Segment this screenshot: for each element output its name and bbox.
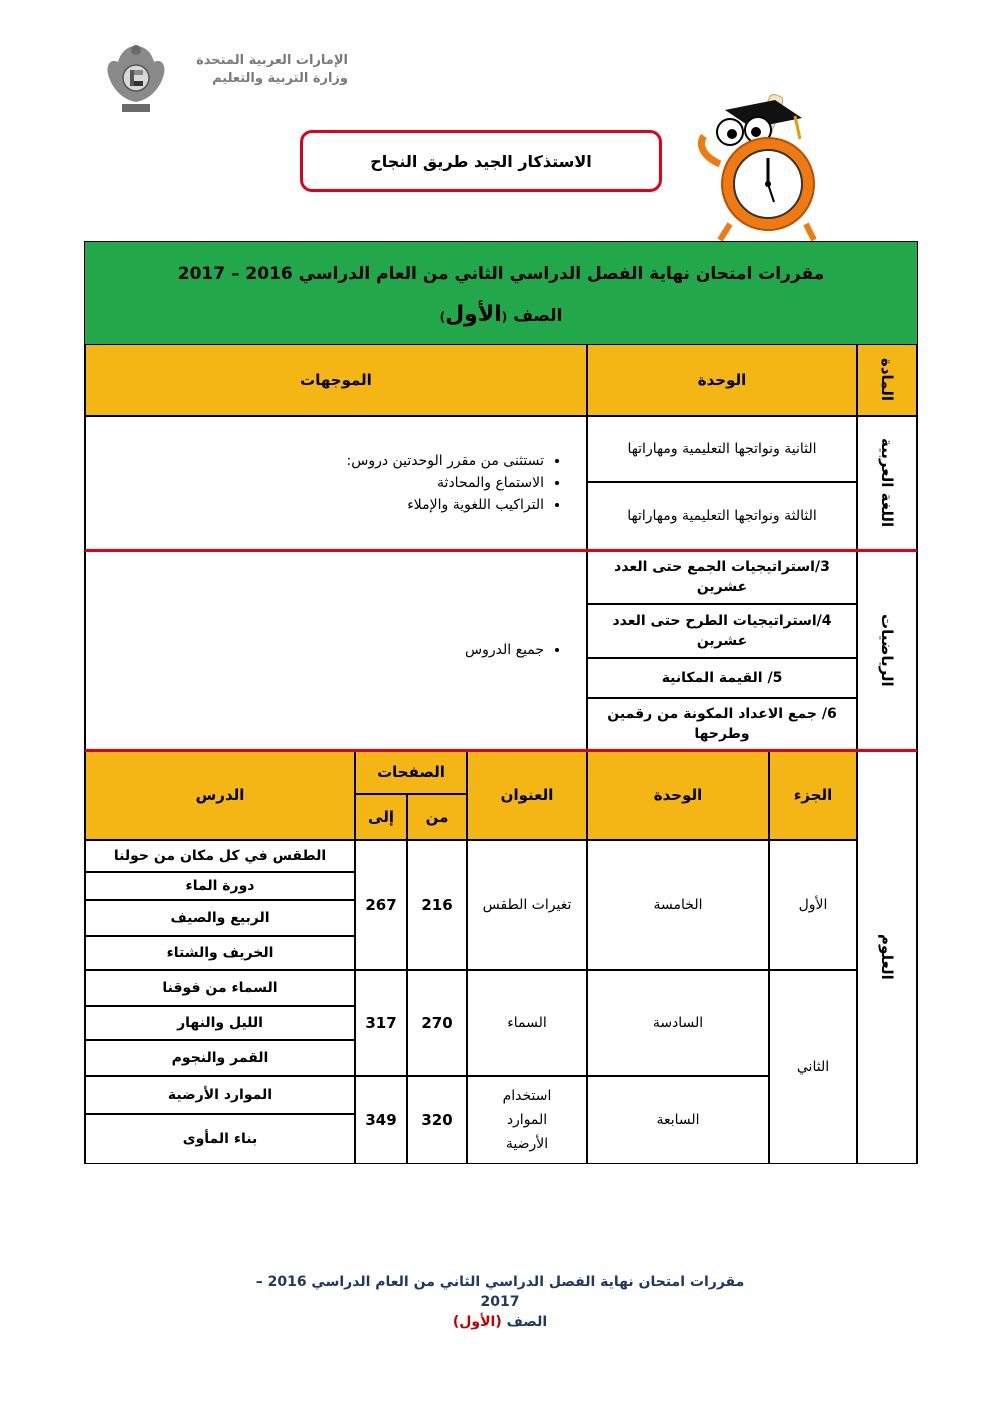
sci-head-to: إلى bbox=[355, 794, 407, 840]
clock-mascot-icon bbox=[690, 84, 820, 244]
sci-title-5: تغيرات الطقس bbox=[467, 840, 587, 970]
subject-arabic-text: اللغة العربية bbox=[878, 438, 896, 528]
sci-head-from: من bbox=[407, 794, 467, 840]
math-guides-list bbox=[465, 639, 566, 661]
sci-head-title: العنوان bbox=[467, 750, 587, 840]
grade-prefix: الصف bbox=[513, 305, 563, 326]
table-row: الطقس في كل مكان من حولنا bbox=[85, 840, 355, 872]
footer-line-2 bbox=[240, 1312, 760, 1332]
sci-title-6: السماء bbox=[467, 970, 587, 1076]
sci-from-6: 270 bbox=[407, 970, 467, 1076]
math-unit-5: 5/ القيمة المكانية bbox=[587, 658, 857, 698]
list-item: • تستثنى من مقرر الوحدتين دروس: bbox=[347, 450, 544, 472]
math-unit-6: 6/ جمع الاعداد المكونة من رقمين وطرحها bbox=[587, 698, 857, 750]
table-row: بناء المأوى bbox=[85, 1114, 355, 1164]
sci-from-7: 320 bbox=[407, 1076, 467, 1164]
table-row: الليل والنهار bbox=[85, 1006, 355, 1040]
sci-unit-5: الخامسة bbox=[587, 840, 769, 970]
sci-head-unit: الوحدة bbox=[587, 750, 769, 840]
section-divider bbox=[85, 549, 917, 552]
footer-grade-prefix: الصف bbox=[506, 1314, 548, 1330]
table-row: القمر والنجوم bbox=[85, 1040, 355, 1076]
motto-text: الاستذكار الجيد طريق النجاح bbox=[370, 151, 592, 171]
list-item: • الاستماع والمحادثة bbox=[347, 472, 544, 494]
sci-part-1: الأول bbox=[769, 840, 857, 970]
arabic-guides-list bbox=[347, 450, 566, 516]
math-unit-4: 4/استراتيجيات الطرح حتى العدد عشرين bbox=[587, 604, 857, 658]
math-unit-3: 3/استراتيجيات الجمع حتى العدد عشرين bbox=[587, 550, 857, 604]
sci-to-6: 317 bbox=[355, 970, 407, 1076]
motto-banner bbox=[300, 130, 662, 192]
sci-head-pages: الصفحات bbox=[355, 750, 467, 794]
table-row: الخريف والشتاء bbox=[85, 936, 355, 970]
arabic-guides bbox=[85, 416, 587, 550]
sci-head-part: الجزء bbox=[769, 750, 857, 840]
grade-value: الأول bbox=[445, 301, 502, 327]
footer-line-1: مقررات امتحان نهاية الفصل الدراسي الثاني من العام الدراسي 2016 – 2017 bbox=[255, 1274, 745, 1310]
math-guides bbox=[85, 550, 587, 750]
arabic-unit-1: الثانية ونواتجها التعليمية ومهاراتها bbox=[587, 416, 857, 482]
exam-table bbox=[84, 241, 918, 1164]
grade-label: الصف (الأول) bbox=[439, 301, 563, 327]
sci-part-2: الثاني bbox=[769, 970, 857, 1164]
footer bbox=[240, 1272, 760, 1332]
list-item: • التراكيب اللغوية والإملاء bbox=[347, 494, 544, 516]
list-item: • جميع الدروس bbox=[465, 639, 544, 661]
arabic-unit-2: الثالثة ونواتجها التعليمية ومهاراتها bbox=[587, 482, 857, 550]
uae-emblem-icon bbox=[104, 40, 168, 116]
table-row: الربيع والصيف bbox=[85, 900, 355, 936]
sci-from-5: 216 bbox=[407, 840, 467, 970]
ministry-line-1: الإمارات العربية المتحدة bbox=[196, 53, 348, 68]
table-row: الموارد الأرضية bbox=[85, 1076, 355, 1114]
head-subject bbox=[857, 344, 917, 416]
table-title-row bbox=[85, 242, 917, 344]
ministry-name bbox=[178, 52, 348, 88]
subject-math bbox=[857, 550, 917, 750]
subject-math-text: الرياضيات bbox=[878, 613, 896, 687]
ministry-line-2: وزارة التربية والتعليم bbox=[212, 71, 348, 86]
sci-unit-6: السادسة bbox=[587, 970, 769, 1076]
table-row: السماء من فوقنا bbox=[85, 970, 355, 1006]
sci-title-7: استخدام الموارد الأرضية bbox=[467, 1076, 587, 1164]
subject-arabic bbox=[857, 416, 917, 550]
sci-head-lesson: الدرس bbox=[85, 750, 355, 840]
head-guides: الموجهات bbox=[85, 344, 587, 416]
head-subject-text: المادة bbox=[878, 358, 896, 402]
sci-to-5: 267 bbox=[355, 840, 407, 970]
sci-unit-7: السابعة bbox=[587, 1076, 769, 1164]
table-row: دورة الماء bbox=[85, 872, 355, 900]
subject-science bbox=[857, 750, 917, 1164]
sci-to-7: 349 bbox=[355, 1076, 407, 1164]
section-divider bbox=[85, 749, 917, 752]
subject-science-text: العلوم bbox=[878, 934, 896, 980]
footer-grade: (الأول) bbox=[452, 1314, 502, 1330]
table-title: مقررات امتحان نهاية الفصل الدراسي الثاني من العام الدراسي 2016 – 2017 bbox=[177, 263, 825, 284]
head-unit: الوحدة bbox=[587, 344, 857, 416]
